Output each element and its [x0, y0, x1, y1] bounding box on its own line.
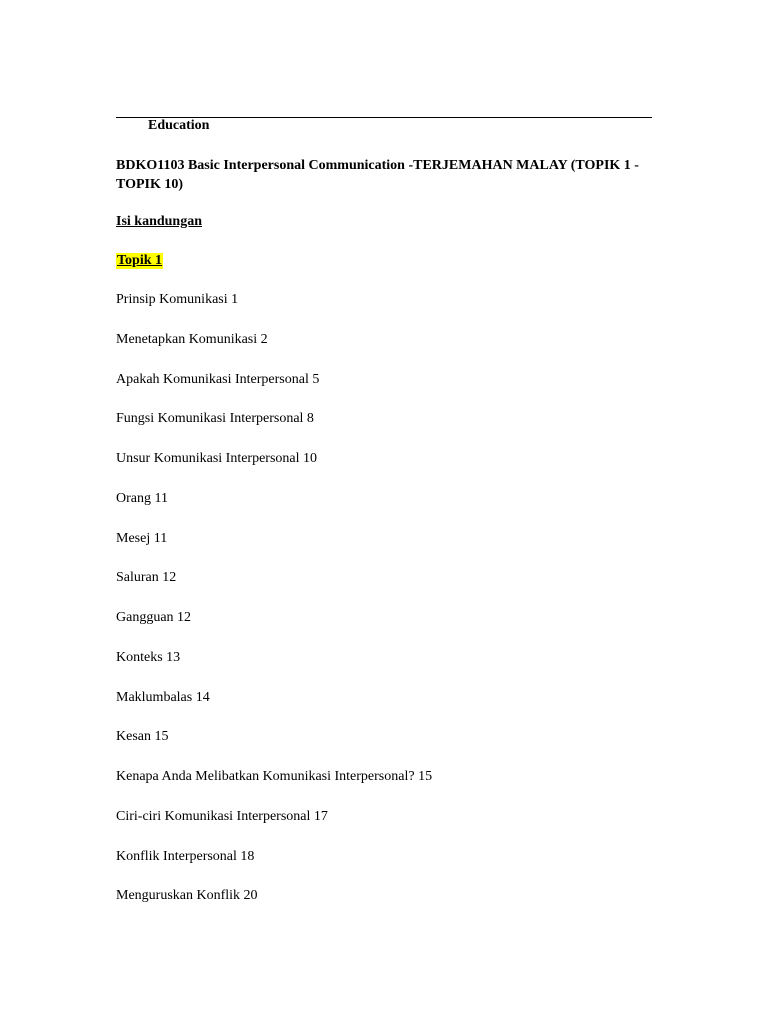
toc-item: Fungsi Komunikasi Interpersonal 8: [116, 411, 314, 427]
toc-item: Mesej 11: [116, 530, 168, 546]
document-category: Education: [148, 118, 210, 133]
toc-item: Konflik Interpersonal 18: [116, 848, 255, 864]
toc-list: [116, 292, 432, 928]
toc-item: Maklumbalas 14: [116, 689, 210, 705]
toc-heading: Isi kandungan: [116, 214, 203, 229]
toc-item: Unsur Komunikasi Interpersonal 10: [116, 451, 318, 466]
toc-item: Menetapkan Komunikasi 2: [116, 331, 268, 347]
toc-item: Kesan 15: [116, 729, 169, 745]
toc-item: Kenapa Anda Melibatkan Komunikasi Interpersonal? 15: [116, 769, 433, 784]
toc-item: Gangguan 12: [116, 610, 192, 625]
toc-item: Orang 11: [116, 490, 168, 506]
toc-item: Prinsip Komunikasi 1: [116, 292, 239, 307]
toc-item: Saluran 12: [116, 570, 177, 586]
toc-item: Ciri-ciri Komunikasi Interpersonal 17: [116, 808, 328, 824]
toc-item: Apakah Komunikasi Interpersonal 5: [116, 371, 320, 387]
topic-label-highlighted: Topik 1: [117, 253, 163, 268]
toc-item: Konteks 13: [116, 649, 181, 665]
toc-item: Menguruskan Konflik 20: [116, 888, 258, 904]
document-title: BDKO1103 Basic Interpersonal Communication -TERJEMAHAN MALAY (TOPIK 1 - TOPIK 10): [116, 158, 639, 192]
